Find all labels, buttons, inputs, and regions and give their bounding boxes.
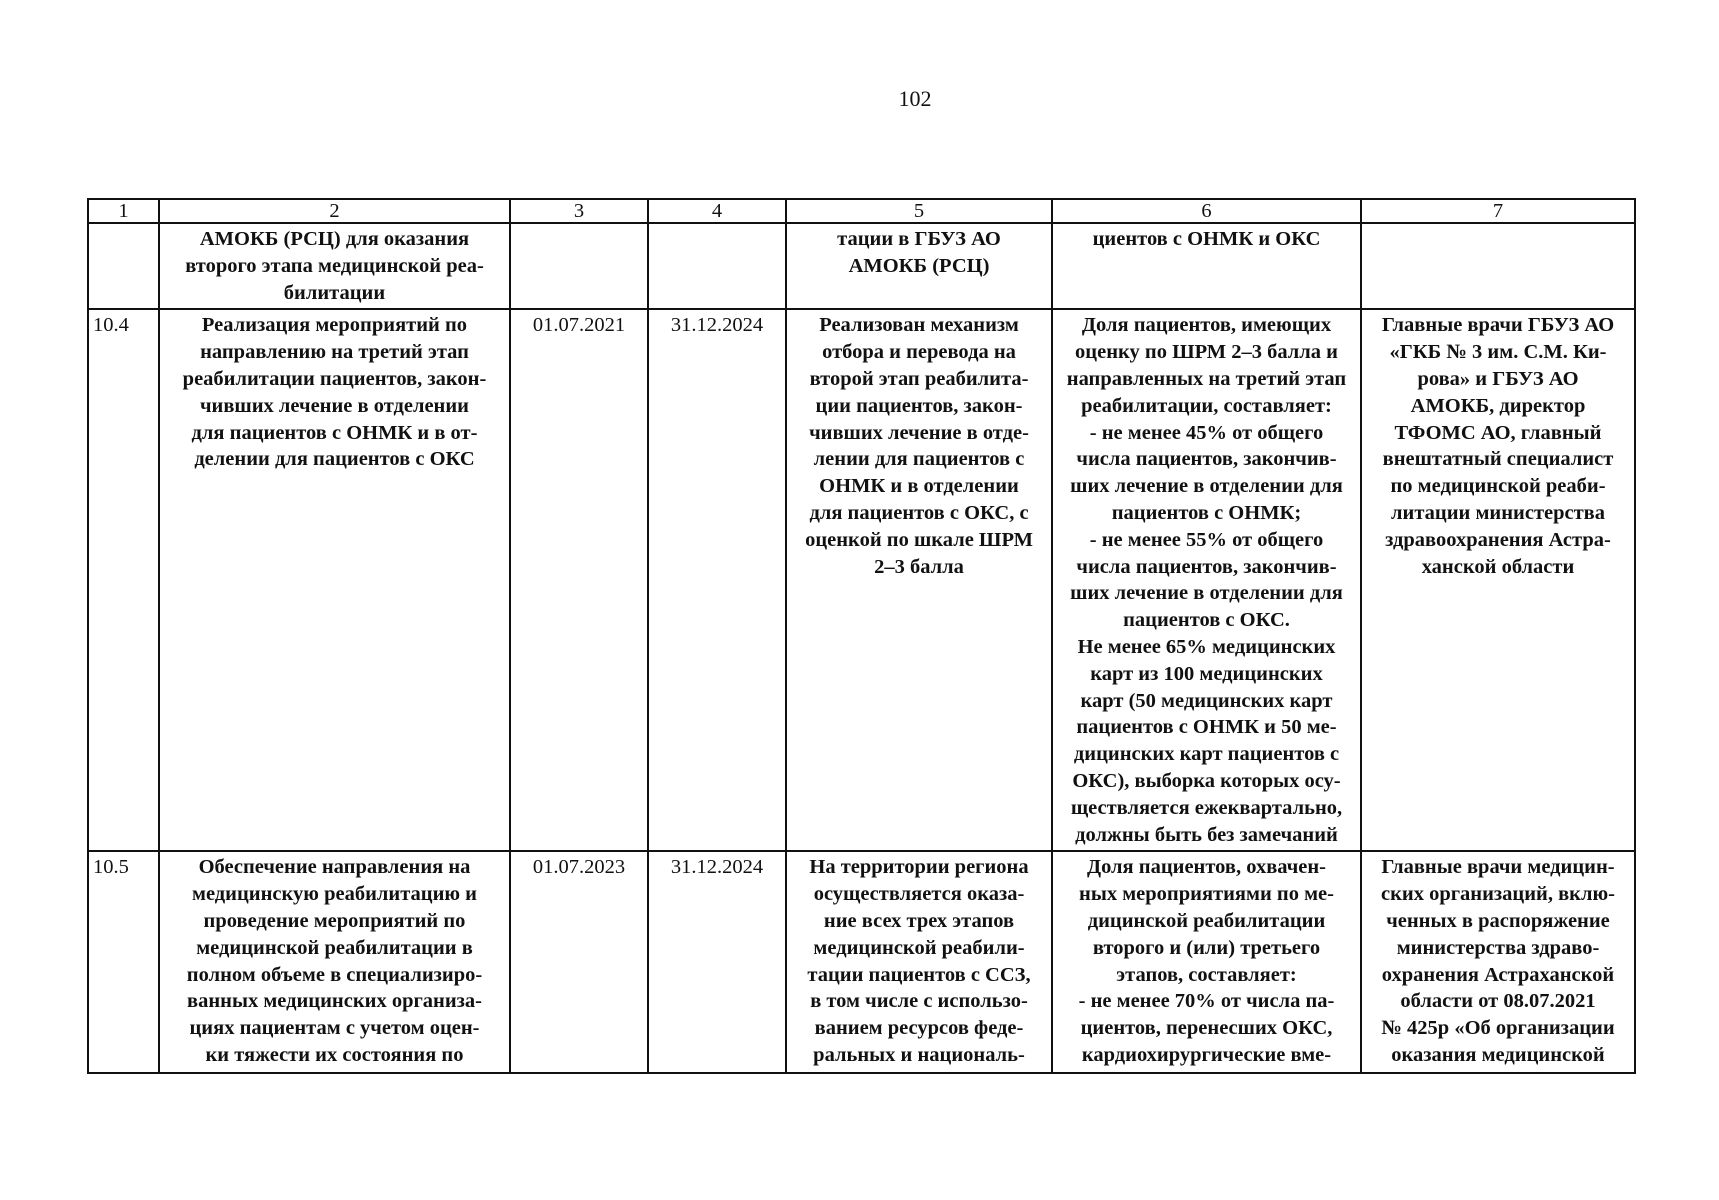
- text-line: циентов с ОНМК и ОКС: [1092, 228, 1321, 250]
- text-line: пациентов с ОКС.: [1123, 609, 1290, 632]
- indicator-cell: [1052, 309, 1361, 851]
- text-line: числа пациентов, закончив-: [1076, 555, 1337, 578]
- text-line: АМОКБ (РСЦ): [848, 254, 990, 277]
- text-line: числа пациентов, закончив-: [1076, 448, 1337, 471]
- text-line: ванием ресурсов феде-: [814, 1017, 1024, 1040]
- text-line: Реализация мероприятий по: [201, 314, 468, 337]
- text-line: ОКС), выборка которых осу-: [1072, 769, 1341, 792]
- text-line: - не менее 70% от числа па-: [1078, 990, 1335, 1013]
- text-line: чивших лечение в отделении: [199, 394, 469, 417]
- text-line: ских организаций, вклю-: [1381, 883, 1615, 906]
- header-cell: 2: [159, 199, 510, 223]
- header-cell: 4: [648, 199, 786, 223]
- text-line: направленных на третий этап: [1066, 367, 1347, 390]
- text-line: АМОКБ, директор: [1410, 394, 1586, 417]
- header-cell: 7: [1361, 199, 1635, 223]
- text-line: циентов, перенесших ОКС,: [1080, 1017, 1333, 1040]
- text-line: в том числе с использо-: [810, 990, 1028, 1013]
- text-line: На территории региона: [809, 856, 1029, 879]
- row-number: 10.5: [88, 851, 159, 1073]
- responsible-cell: [1361, 309, 1635, 851]
- text-line: должны быть без замечаний: [1075, 823, 1338, 846]
- text-line: области от 08.07.2021: [1400, 990, 1596, 1013]
- text-line: оценку по ШРМ 2–3 балла и: [1075, 341, 1338, 364]
- text-line: Доля пациентов, охвачен-: [1086, 856, 1327, 879]
- responsible-cell: [1361, 223, 1635, 309]
- start-date-cell: 01.07.2023: [510, 851, 648, 1073]
- text-line: полном объеме в специализиро-: [186, 963, 483, 986]
- text-line: для пациентов с ОНМК и в от-: [191, 421, 478, 444]
- text-line: ших лечение в отделении для: [1070, 475, 1343, 498]
- header-cell: 5: [786, 199, 1052, 223]
- text-line: ние всех трех этапов: [823, 909, 1015, 932]
- text-line: медицинскую реабилитацию и: [192, 883, 477, 906]
- text-line: Не менее 65% медицинских: [1077, 635, 1336, 658]
- text-line: Главные врачи медицин-: [1381, 856, 1615, 879]
- text-line: ванных медицинских организа-: [187, 990, 482, 1013]
- text-line: чивших лечение в отде-: [809, 421, 1029, 444]
- text-line: пациентов с ОНМК;: [1111, 501, 1302, 524]
- text-line: министерства здраво-: [1396, 936, 1600, 959]
- text-line: второй этап реабилита-: [809, 367, 1029, 390]
- indicator-cell: [1052, 851, 1361, 1073]
- text-line: ОНМК и в отделении: [819, 475, 1019, 498]
- table-row: [88, 851, 1635, 1073]
- text-line: ТФОМС АО, главный: [1394, 421, 1602, 444]
- number-cell: [88, 223, 159, 309]
- table-row: [88, 309, 1635, 851]
- text-line: оказания медицинской: [1391, 1043, 1605, 1066]
- text-line: 2–3 балла: [874, 555, 964, 578]
- page-number: 102: [898, 86, 932, 111]
- text-line: циях пациентам с учетом оцен-: [189, 1017, 480, 1040]
- text-line: дицинских карт пациентов с: [1073, 743, 1340, 766]
- text-line: по медицинской реаби-: [1390, 475, 1606, 498]
- text-line: оценкой по шкале ШРМ: [805, 528, 1033, 551]
- indicator-cell: [1052, 223, 1361, 309]
- text-line: здравоохранения Астра-: [1385, 528, 1611, 551]
- text-line: - не менее 45% от общего: [1089, 421, 1324, 444]
- measures-table: [87, 198, 1636, 1074]
- text-line: медицинской реабили-: [813, 936, 1025, 959]
- text-line: АМОКБ (РСЦ) для оказания: [199, 228, 470, 250]
- header-cell: 1: [88, 199, 159, 223]
- start-date-cell: 01.07.2021: [510, 309, 648, 851]
- text-line: охранения Астраханской: [1381, 963, 1615, 986]
- text-line: ханской области: [1421, 555, 1575, 578]
- text-line: внештатный специалист: [1382, 448, 1614, 471]
- text-line: дицинской реабилитации: [1087, 909, 1326, 932]
- text-line: литации министерства: [1391, 501, 1605, 524]
- text-line: проведение мероприятий по: [203, 909, 466, 932]
- text-line: делении для пациентов с ОКС: [194, 448, 475, 471]
- text-line: ществляется ежеквартально,: [1070, 796, 1343, 819]
- text-line: кардиохирургические вме-: [1081, 1043, 1332, 1066]
- result-cell: [786, 223, 1052, 309]
- responsible-cell: [1361, 851, 1635, 1073]
- text-line: реабилитации пациентов, закон-: [182, 367, 487, 390]
- text-line: ральных и националь-: [813, 1043, 1025, 1066]
- text-line: ки тяжести их состояния по: [205, 1043, 464, 1066]
- text-line: карт из 100 медицинских: [1090, 662, 1323, 685]
- text-line: пациентов с ОНМК и 50 ме-: [1076, 716, 1337, 739]
- text-line: медицинской реабилитации в: [196, 936, 473, 959]
- result-cell: [786, 851, 1052, 1073]
- text-line: ченных в распоряжение: [1386, 909, 1610, 932]
- row-number: 10.4: [88, 309, 159, 851]
- text-line: отбора и перевода на: [822, 341, 1016, 364]
- measure-cell: [159, 223, 510, 309]
- header-cell: 6: [1052, 199, 1361, 223]
- text-line: рова» и ГБУЗ АО: [1417, 367, 1579, 390]
- header-cell: 3: [510, 199, 648, 223]
- text-line: ных мероприятиями по ме-: [1079, 883, 1334, 906]
- measure-cell: [159, 309, 510, 851]
- text-line: ших лечение в отделении для: [1070, 582, 1343, 605]
- text-line: реабилитации, составляет:: [1081, 394, 1332, 417]
- text-line: лении для пациентов с: [813, 448, 1025, 471]
- text-line: «ГКБ № 3 им. С.М. Ки-: [1389, 341, 1607, 364]
- text-line: направлению на третий этап: [200, 341, 469, 364]
- text-line: для пациентов с ОКС, с: [809, 501, 1029, 524]
- text-line: Доля пациентов, имеющих: [1081, 314, 1332, 337]
- header-row: [88, 199, 1635, 223]
- start-date-cell: [510, 223, 648, 309]
- text-line: карт (50 медицинских карт: [1080, 689, 1333, 712]
- text-line: Обеспечение направления на: [198, 856, 471, 879]
- continuation-row: [88, 223, 1635, 309]
- text-line: тации пациентов с ССЗ,: [807, 963, 1031, 986]
- text-line: Главные врачи ГБУЗ АО: [1381, 314, 1615, 337]
- end-date-cell: 31.12.2024: [648, 309, 786, 851]
- text-line: ции пациентов, закон-: [815, 394, 1023, 417]
- measure-cell: [159, 851, 510, 1073]
- result-cell: [786, 309, 1052, 851]
- end-date-cell: 31.12.2024: [648, 851, 786, 1073]
- text-line: тации в ГБУЗ АО: [837, 228, 1001, 250]
- text-line: - не менее 55% от общего: [1089, 528, 1324, 551]
- text-line: билитации: [283, 281, 386, 304]
- text-line: осуществляется оказа-: [813, 883, 1025, 906]
- text-line: второго этапа медицинской реа-: [185, 254, 484, 277]
- end-date-cell: [648, 223, 786, 309]
- text-line: второго и (или) третьего: [1092, 936, 1321, 959]
- text-line: № 425р «Об организации: [1381, 1017, 1615, 1040]
- text-line: этапов, составляет:: [1116, 963, 1297, 986]
- text-line: Реализован механизм: [819, 314, 1019, 337]
